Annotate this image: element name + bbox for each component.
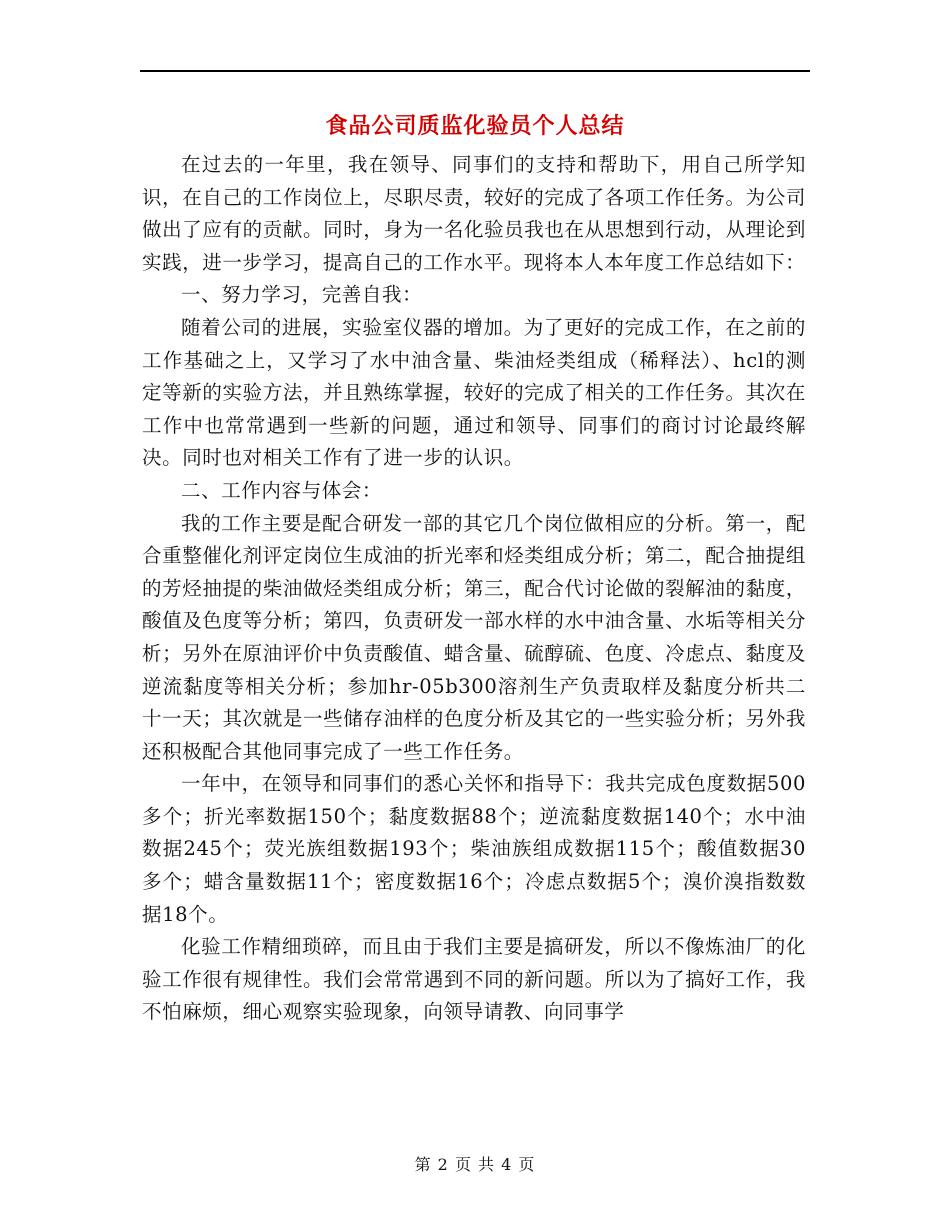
- section-heading-study: 一、努力学习，完善自我：: [181, 283, 423, 307]
- work-content-paragraph: 我的工作主要是配合研发一部的其它几个岗位做相应的分析。第一，配合重整催化剂评定岗位生成油的折光率和烃类组成分析；第二，配合抽提组的芳烃抽提的柴油做烃类组成分析；第三，配合代讨论做的裂解油的黏度，酸值及色度等分析；第四，负责研发一部水样的水中油含量、水垢等相关分析；另外在原油评价中负责酸值、蜡含量、硫醇硫、色度、冷虑点、黏度及逆流黏度等相关分析；参加hr-05b300溶剂生产负责取样及黏度分析共二十一天；其次就是一些储存油样的色度分析及其它的一些实验分析；另外我还积极配合其他同事完成了一些工作任务。: [142, 511, 806, 763]
- study-paragraph: 随着公司的进展，实验室仪器的增加。为了更好的完成工作，在之前的工作基础之上，又学习了水中油含量、柴油烃类组成（稀释法）、hcl的测定等新的实验方法，并且熟练掌握，较好的完成了相关的工作任务。其次在工作中也常常遇到一些新的问题，通过和领导、同事们的商讨讨论最终解决。同时也对相关工作有了进一步的认识。: [142, 315, 806, 470]
- intro-paragraph: 在过去的一年里，我在领导、同事们的支持和帮助下，用自己所学知识，在自己的工作岗位上，尽职尽责，较好的完成了各项工作任务。为公司做出了应有的贡献。同时，身为一名化验员我也在从思想到行动，从理论到实践，进一步学习，提高自己的工作水平。现将本人本年度工作总结如下：: [142, 153, 806, 274]
- header-rule: [140, 70, 810, 72]
- section-heading-work: 二、工作内容与体会：: [181, 478, 383, 502]
- document-title: 食品公司质监化验员个人总结: [325, 113, 625, 139]
- experience-paragraph: 化验工作精细琐碎，而且由于我们主要是搞研发，所以不像炼油厂的化验工作很有规律性。我们会常常遇到不同的新问题。所以为了搞好工作，我不怕麻烦，细心观察实验现象，向领导请教、向同事学: [142, 935, 806, 1024]
- document-body: [142, 149, 806, 1029]
- page-number: 第 2 页 共 4 页: [414, 1155, 536, 1174]
- data-summary-paragraph: 一年中，在领导和同事们的悉心关怀和指导下：我共完成色度数据500多个；折光率数据150个；黏度数据88个；逆流黏度数据140个；水中油数据245个；荧光族组数据193个；柴油族组成数据115个；酸值数据30多个；蜡含量数据11个；密度数据16个；冷虑点数据5个；溴价溴指数数据18个。: [142, 772, 806, 926]
